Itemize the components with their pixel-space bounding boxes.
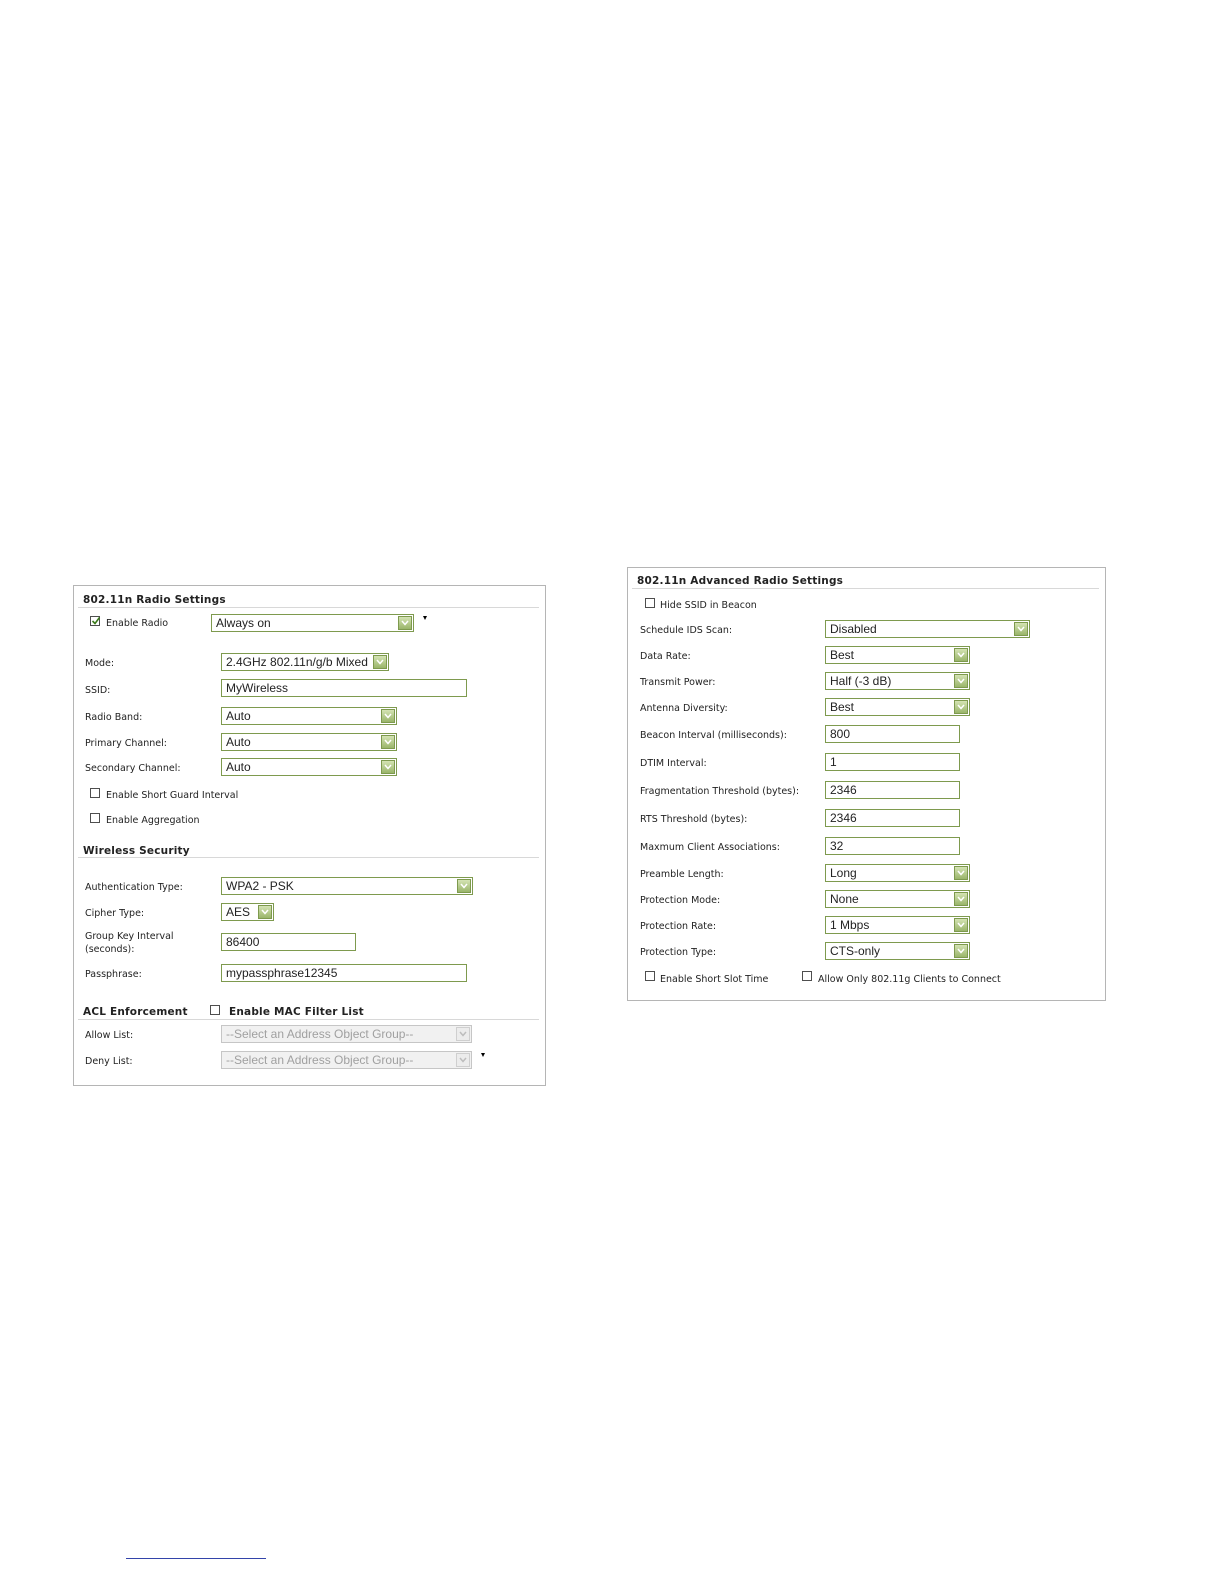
footnote-rule	[126, 1558, 266, 1559]
transmit-power-label: Transmit Power:	[640, 677, 716, 688]
primary-channel-select[interactable]	[221, 733, 397, 751]
primary-channel-label: Primary Channel:	[85, 738, 167, 749]
secondary-channel-value: Auto	[226, 760, 251, 774]
protection-type-select[interactable]	[825, 942, 970, 960]
radio-schedule-select[interactable]	[211, 614, 414, 632]
mode-label: Mode:	[85, 658, 115, 669]
hide-ssid-checkbox[interactable]	[645, 598, 655, 608]
only-11g-label: Allow Only 802.11g Clients to Connect	[818, 974, 1001, 985]
chevron-down-icon	[954, 648, 968, 662]
deny-list-select[interactable]	[221, 1051, 472, 1069]
chevron-down-icon	[954, 944, 968, 958]
divider	[78, 607, 539, 608]
short-guard-label: Enable Short Guard Interval	[106, 790, 239, 801]
chevron-down-icon	[954, 892, 968, 906]
group-key-label-units: (seconds):	[85, 944, 135, 955]
group-key-label: Group Key Interval	[85, 931, 174, 942]
primary-channel-value: Auto	[226, 735, 251, 749]
antenna-diversity-value: Best	[830, 700, 855, 714]
wireless-security-title: Wireless Security	[83, 845, 190, 857]
rts-threshold-input[interactable]: 2346	[825, 809, 960, 827]
allow-list-select[interactable]	[221, 1025, 472, 1043]
dtim-interval-label: DTIM Interval:	[640, 758, 707, 769]
radio-band-label: Radio Band:	[85, 712, 143, 723]
protection-type-value: CTS-only	[830, 944, 881, 958]
max-clients-input[interactable]: 32	[825, 837, 960, 855]
secondary-channel-select[interactable]	[221, 758, 397, 776]
beacon-interval-label: Beacon Interval (milliseconds):	[640, 730, 787, 741]
mac-filter-checkbox[interactable]	[210, 1005, 220, 1015]
aggregation-checkbox[interactable]	[90, 813, 100, 823]
chevron-down-icon	[456, 1027, 470, 1041]
chevron-down-icon	[381, 735, 395, 749]
chevron-down-icon	[381, 709, 395, 723]
hide-ssid-label: Hide SSID in Beacon	[660, 600, 757, 611]
ssid-label: SSID:	[85, 685, 111, 696]
checkmark-icon	[91, 616, 101, 626]
radio-band-select[interactable]	[221, 707, 397, 725]
chevron-down-icon	[457, 879, 471, 893]
mode-value: 2.4GHz 802.11n/g/b Mixed	[226, 655, 368, 669]
auth-type-label: Authentication Type:	[85, 882, 183, 893]
chevron-down-icon	[1014, 622, 1028, 636]
enable-radio-checkbox[interactable]	[90, 616, 100, 626]
mac-filter-label: Enable MAC Filter List	[229, 1006, 364, 1018]
data-rate-value: Best	[830, 648, 855, 662]
ids-scan-label: Schedule IDS Scan:	[640, 625, 733, 636]
marker-icon	[481, 1053, 485, 1057]
chevron-down-icon	[456, 1053, 470, 1067]
chevron-down-icon	[373, 655, 387, 669]
frag-threshold-input[interactable]: 2346	[825, 781, 960, 799]
deny-list-value: --Select an Address Object Group--	[226, 1053, 414, 1067]
ssid-input[interactable]: MyWireless	[221, 679, 467, 697]
short-slot-checkbox[interactable]	[645, 971, 655, 981]
chevron-down-icon	[954, 918, 968, 932]
passphrase-label: Passphrase:	[85, 969, 142, 980]
chevron-down-icon	[398, 616, 412, 630]
preamble-select[interactable]	[825, 864, 970, 882]
transmit-power-select[interactable]	[825, 672, 970, 690]
rts-threshold-label: RTS Threshold (bytes):	[640, 814, 748, 825]
dtim-interval-input[interactable]: 1	[825, 753, 960, 771]
deny-list-label: Deny List:	[85, 1056, 133, 1067]
ids-scan-select[interactable]	[825, 620, 1030, 638]
max-clients-label: Maxmum Client Associations:	[640, 842, 780, 853]
divider	[78, 1019, 539, 1020]
passphrase-input[interactable]: mypassphrase12345	[221, 964, 467, 982]
aggregation-label: Enable Aggregation	[106, 815, 200, 826]
secondary-channel-label: Secondary Channel:	[85, 763, 181, 774]
mode-select[interactable]	[221, 653, 389, 671]
protection-type-label: Protection Type:	[640, 947, 717, 958]
preamble-label: Preamble Length:	[640, 869, 724, 880]
only-11g-checkbox[interactable]	[802, 971, 812, 981]
acl-enforcement-title: ACL Enforcement	[83, 1006, 188, 1018]
divider	[632, 588, 1099, 589]
marker-icon	[423, 616, 427, 620]
allow-list-value: --Select an Address Object Group--	[226, 1027, 414, 1041]
chevron-down-icon	[954, 674, 968, 688]
auth-type-select[interactable]	[221, 877, 473, 895]
ids-scan-value: Disabled	[830, 622, 877, 636]
advanced-radio-title: 802.11n Advanced Radio Settings	[637, 575, 844, 587]
beacon-interval-input[interactable]: 800	[825, 725, 960, 743]
auth-type-value: WPA2 - PSK	[226, 879, 294, 893]
radio-schedule-value: Always on	[216, 616, 271, 630]
transmit-power-value: Half (-3 dB)	[830, 674, 892, 688]
enable-radio-label: Enable Radio	[106, 618, 169, 629]
short-guard-checkbox[interactable]	[90, 788, 100, 798]
frag-threshold-label: Fragmentation Threshold (bytes):	[640, 786, 800, 797]
data-rate-label: Data Rate:	[640, 651, 691, 662]
chevron-down-icon	[954, 866, 968, 880]
protection-mode-value: None	[830, 892, 859, 906]
protection-rate-label: Protection Rate:	[640, 921, 717, 932]
preamble-value: Long	[830, 866, 857, 880]
group-key-input[interactable]: 86400	[221, 933, 356, 951]
antenna-diversity-label: Antenna Diversity:	[640, 703, 728, 714]
chevron-down-icon	[258, 905, 272, 919]
antenna-diversity-select[interactable]	[825, 698, 970, 716]
cipher-type-label: Cipher Type:	[85, 908, 145, 919]
chevron-down-icon	[381, 760, 395, 774]
allow-list-label: Allow List:	[85, 1030, 134, 1041]
radio-band-value: Auto	[226, 709, 251, 723]
protection-mode-select[interactable]	[825, 890, 970, 908]
short-slot-label: Enable Short Slot Time	[660, 974, 769, 985]
radio-settings-title: 802.11n Radio Settings	[83, 594, 226, 606]
cipher-type-select[interactable]	[221, 903, 274, 921]
protection-rate-value: 1 Mbps	[830, 918, 870, 932]
protection-rate-select[interactable]	[825, 916, 970, 934]
divider	[78, 857, 539, 858]
chevron-down-icon	[954, 700, 968, 714]
protection-mode-label: Protection Mode:	[640, 895, 721, 906]
data-rate-select[interactable]	[825, 646, 970, 664]
cipher-type-value: AES	[226, 905, 251, 919]
